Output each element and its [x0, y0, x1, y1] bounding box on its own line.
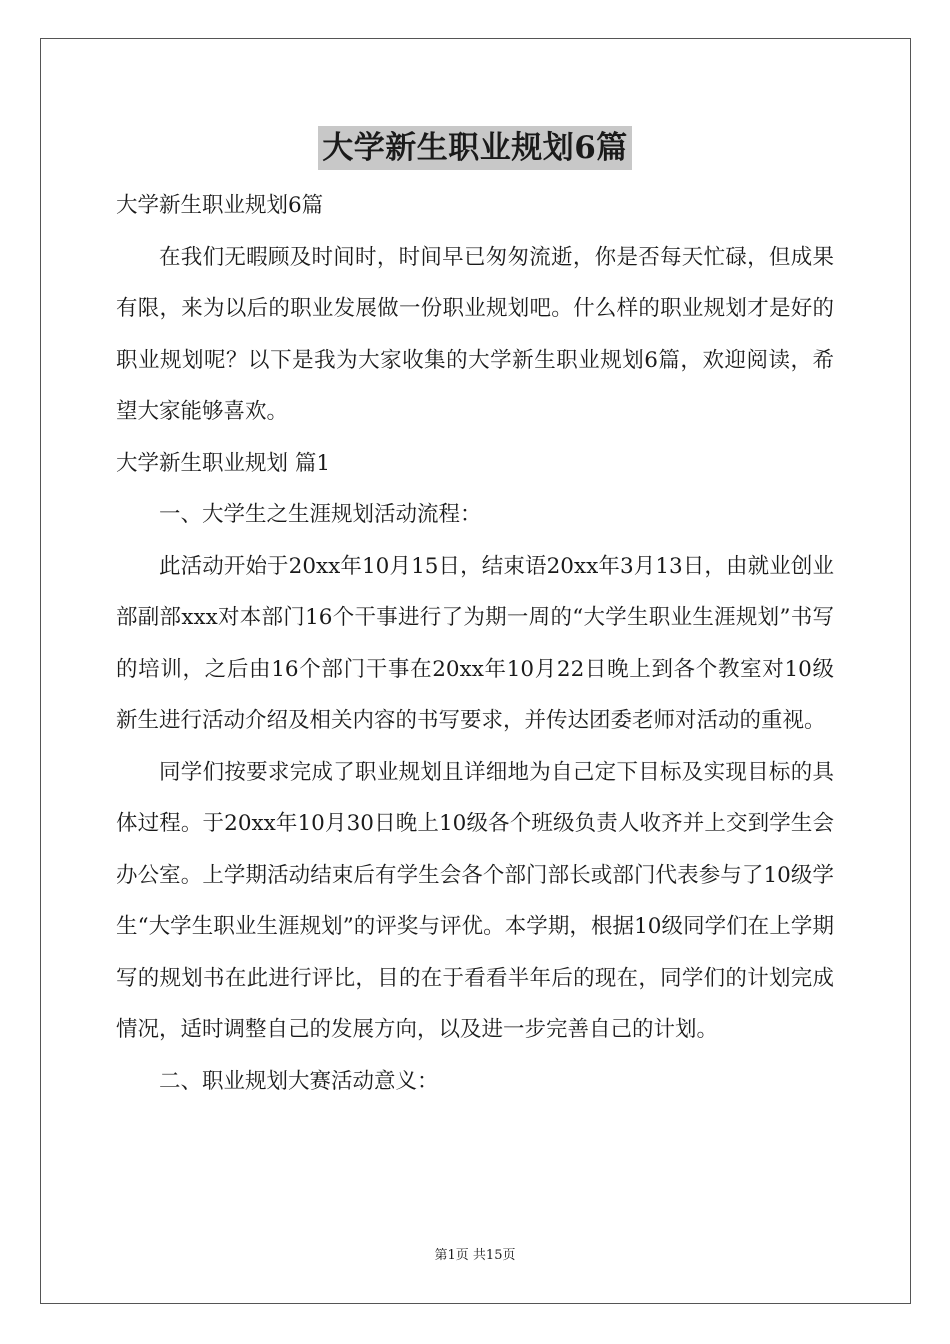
document-subtitle: 大学新生职业规划6篇 — [116, 193, 324, 218]
document-body — [116, 180, 834, 1107]
document-title: 大学新生职业规划6篇 — [318, 126, 632, 170]
subheading-2: 二、职业规划大赛活动意义： — [159, 1068, 439, 1094]
page-footer: 第1页 共15页 — [434, 1248, 516, 1263]
intro-paragraph: 在我们无暇顾及时间时，时间早已匆匆流逝，你是否每天忙碌，但成果有限，来为以后的职业发展做一份职业规划吧。什么样的职业规划才是好的职业规划呢？以下是我为大家收集的大学新生职业规划6篇，欢迎阅读，希望大家能够喜欢。 — [116, 244, 834, 424]
body-paragraph: 此活动开始于20xx年10月15日，结束语20xx年3月13日，由就业创业部副部xxx对本部门16个干事进行了为期一周的“大学生职业生涯规划”书写的培训，之后由16个部门干事在20xx年10月22日晚上到各个教室对10级新生进行活动介绍及相关内容的书写要求，并传达团委老师对活动的重视。 — [116, 553, 834, 733]
title-container — [0, 126, 950, 170]
subheading-1: 一、大学生之生涯规划活动流程： — [159, 502, 482, 527]
section-heading: 大学新生职业规划 篇1 — [116, 450, 331, 476]
body-paragraph: 同学们按要求完成了职业规划且详细地为自己定下目标及实现目标的具体过程。于20xx年10月30日晚上10级各个班级负责人收齐并上交到学生会办公室。上学期活动结束后有学生会各个部门部长或部门代表参与了10级学生“大学生职业生涯规划”的评奖与评优。本学期，根据10级同学们在上学期写的规划书在此进行评比，目的在于看看半年后的现在，同学们的计划完成情况，适时调整自己的发展方向，以及进一步完善自己的计划。 — [116, 759, 834, 1042]
